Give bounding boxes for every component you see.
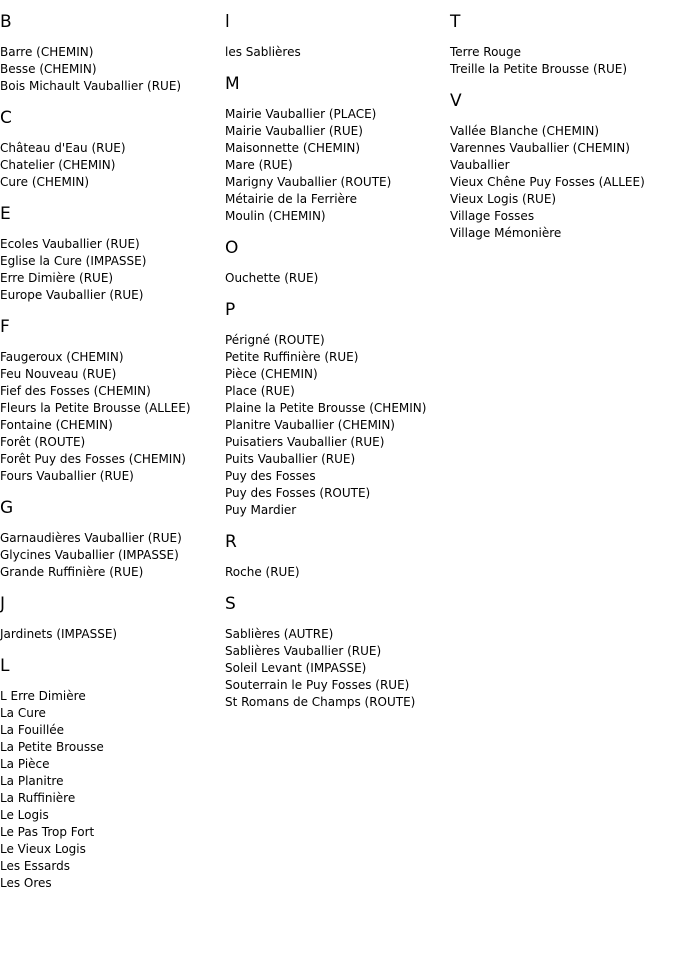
street-name: Mairie Vauballier (PLACE) [225,107,377,121]
street-list [225,564,449,581]
letter-section [0,12,224,95]
street-name: Sablières (AUTRE) [225,627,334,641]
street-name: La Petite Brousse [0,740,104,754]
street-name: Vieux Logis (RUE) [450,192,557,206]
street-name: Village Fosses [450,209,535,223]
street-list [225,106,449,225]
street-name: Fontaine (CHEMIN) [0,418,113,432]
street-name: Mairie Vauballier (RUE) [225,124,363,138]
street-name: Vallée Blanche (CHEMIN) [450,124,600,138]
street-list [0,44,224,95]
letter-section [0,108,224,191]
street-name: Place (RUE) [225,384,295,398]
street-name: La Fouillée [0,723,65,737]
street-name: Petite Ruffinière (RUE) [225,350,359,364]
street-name: Vauballier [450,158,510,172]
street-list [225,332,449,519]
street-name: Barre (CHEMIN) [0,45,94,59]
street-list [0,236,224,304]
street-name: Puy Mardier [225,503,297,517]
street-name: Glycines Vauballier (IMPASSE) [0,548,179,562]
street-name: Vieux Chêne Puy Fosses (ALLEE) [450,175,645,189]
street-name: La Pièce [0,757,50,771]
street-list [0,688,224,892]
street-name: Soleil Levant (IMPASSE) [225,661,367,675]
street-name: Fours Vauballier (RUE) [0,469,134,483]
street-name: Faugeroux (CHEMIN) [0,350,124,364]
street-name: Le Pas Trop Fort [0,825,95,839]
street-name: La Planitre [0,774,64,788]
letter-section [450,12,674,78]
letter-section [0,317,224,485]
street-list [225,626,449,711]
street-name: La Ruffinière [0,791,76,805]
section-letter-heading: R [225,532,237,552]
street-list [0,626,224,643]
street-name: Les Essards [0,859,70,873]
street-name: St Romans de Champs (ROUTE) [225,695,416,709]
street-name: Besse (CHEMIN) [0,62,97,76]
street-name: Bois Michault Vauballier (RUE) [0,79,182,93]
street-name: Forêt (ROUTE) [0,435,86,449]
street-name: Métairie de la Ferrière [225,192,357,206]
street-list [225,44,449,61]
street-name: Europe Vauballier (RUE) [0,288,144,302]
street-index-column-1 [0,0,224,892]
street-name: Puy des Fosses (ROUTE) [225,486,371,500]
street-name: Forêt Puy des Fosses (CHEMIN) [0,452,186,466]
section-letter-heading: P [225,300,236,320]
letter-section [225,532,449,581]
street-name: Feu Nouveau (RUE) [0,367,117,381]
section-letter-heading: O [225,238,239,258]
street-name: les Sablières [225,45,301,59]
section-letter-heading: V [450,91,462,111]
letter-section [0,204,224,304]
street-name: Planitre Vauballier (CHEMIN) [225,418,395,432]
section-letter-heading: C [0,108,12,128]
street-name: Garnaudières Vauballier (RUE) [0,531,182,545]
street-name: Pièce (CHEMIN) [225,367,318,381]
section-letter-heading: J [0,594,6,614]
street-name: Sablières Vauballier (RUE) [225,644,382,658]
street-index-column-2 [225,0,449,711]
letter-section [0,594,224,643]
letter-section [225,594,449,711]
street-name: Erre Dimière (RUE) [0,271,114,285]
street-name: Chatelier (CHEMIN) [0,158,116,172]
section-letter-heading: S [225,594,236,614]
street-name: Grande Ruffinière (RUE) [0,565,144,579]
street-name: Cure (CHEMIN) [0,175,90,189]
street-name: Ecoles Vauballier (RUE) [0,237,140,251]
street-name: Périgné (ROUTE) [225,333,325,347]
street-name: La Cure [0,706,46,720]
section-letter-heading: M [225,74,240,94]
letter-section [450,91,674,242]
street-name: Terre Rouge [450,45,522,59]
letter-section [225,12,449,61]
street-name: Château d'Eau (RUE) [0,141,126,155]
street-name: Souterrain le Puy Fosses (RUE) [225,678,410,692]
street-name: L Erre Dimière [0,689,86,703]
street-name: Mare (RUE) [225,158,293,172]
street-list [0,140,224,191]
street-name: Treille la Petite Brousse (RUE) [450,62,628,76]
section-letter-heading: E [0,204,11,224]
street-list [0,349,224,485]
street-name: Les Ores [0,876,52,890]
letter-section [0,498,224,581]
section-letter-heading: F [0,317,10,337]
street-name: Varennes Vauballier (CHEMIN) [450,141,630,155]
street-name: Ouchette (RUE) [225,271,319,285]
section-letter-heading: L [0,656,10,676]
street-name: Plaine la Petite Brousse (CHEMIN) [225,401,427,415]
section-letter-heading: B [0,12,12,32]
street-list [0,530,224,581]
street-name: Puits Vauballier (RUE) [225,452,356,466]
section-letter-heading: l [225,12,230,32]
street-name: Puisatiers Vauballier (RUE) [225,435,385,449]
letter-section [225,74,449,225]
street-name: Puy des Fosses [225,469,316,483]
letter-section [0,656,224,892]
street-name: Moulin (CHEMIN) [225,209,326,223]
street-name: Roche (RUE) [225,565,300,579]
street-list [450,123,674,242]
street-index-column-3 [450,0,674,242]
street-name: Le Vieux Logis [0,842,86,856]
section-letter-heading: T [450,12,461,32]
letter-section [225,300,449,519]
letter-section [225,238,449,287]
street-name: Village Mémonière [450,226,562,240]
street-name: Jardinets (IMPASSE) [0,627,118,641]
street-name: Fief des Fosses (CHEMIN) [0,384,151,398]
street-name: Le Logis [0,808,49,822]
street-list [450,44,674,78]
street-list [225,270,449,287]
street-name: Fleurs la Petite Brousse (ALLEE) [0,401,191,415]
street-name: Maisonnette (CHEMIN) [225,141,361,155]
street-name: Marigny Vauballier (ROUTE) [225,175,392,189]
street-name: Eglise la Cure (IMPASSE) [0,254,147,268]
section-letter-heading: G [0,498,14,518]
